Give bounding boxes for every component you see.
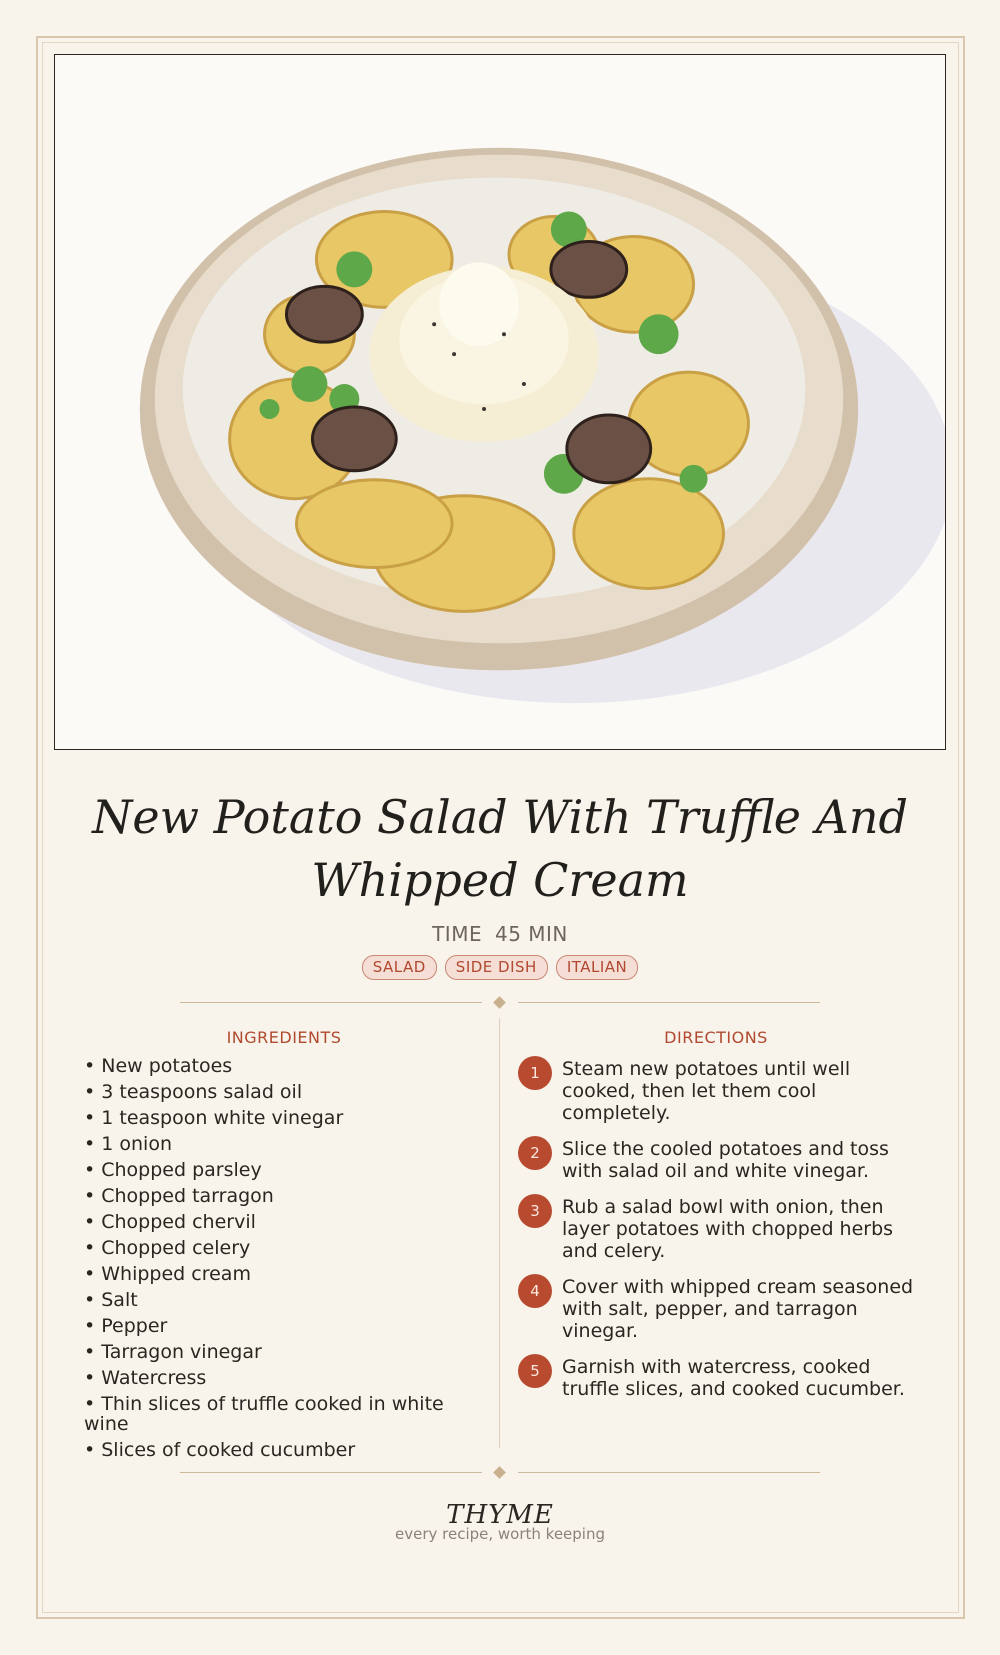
step-text: Slice the cooled potatoes and toss with salad oil and white vinegar. (562, 1138, 889, 1182)
cook-time (0, 922, 1000, 946)
ingredient-item: • Salt (84, 1290, 474, 1310)
step-text: Garnish with watercress, cooked truffle slices, and cooked cucumber. (562, 1356, 905, 1400)
diamond-ornament-icon (493, 996, 506, 1009)
step-number-badge: 1 (518, 1056, 552, 1090)
recipe-photo (54, 54, 946, 750)
diamond-ornament-icon (493, 1466, 506, 1479)
direction-step (518, 1356, 918, 1400)
ingredients-heading: INGREDIENTS (226, 1028, 342, 1047)
ingredient-item: • Pepper (84, 1316, 474, 1336)
direction-step (518, 1276, 918, 1342)
ingredient-item: • Tarragon vinegar (84, 1342, 474, 1362)
step-number-badge: 5 (518, 1354, 552, 1388)
recipe-title: New Potato Salad With Truffle And Whipped Cream (92, 790, 908, 907)
ingredient-item: • 1 onion (84, 1134, 474, 1154)
step-text: Steam new potatoes until well cooked, then let them cool completely. (562, 1058, 851, 1124)
cook-time-label: TIME (432, 922, 483, 946)
ingredient-item: • Chopped chervil (84, 1212, 474, 1232)
ingredient-item: • Slices of cooked cucumber (84, 1440, 474, 1460)
ingredient-item: • Watercress (84, 1368, 474, 1388)
direction-step (518, 1058, 918, 1124)
divider-bottom (180, 1467, 820, 1479)
step-text: Cover with whipped cream seasoned with salt, pepper, and tarragon vinegar. (562, 1276, 914, 1342)
direction-step (518, 1196, 918, 1262)
ingredient-item: • Thin slices of truffle cooked in white wine (84, 1394, 474, 1434)
step-number-badge: 3 (518, 1194, 552, 1228)
direction-step (518, 1138, 918, 1182)
ingredient-item: • Chopped parsley (84, 1160, 474, 1180)
divider-top (180, 997, 820, 1009)
step-number-badge: 4 (518, 1274, 552, 1308)
ingredient-item: • New potatoes (84, 1056, 474, 1076)
ingredient-item: • Whipped cream (84, 1264, 474, 1284)
ingredient-list (84, 1056, 474, 1466)
brand-tagline: every recipe, worth keeping (394, 1525, 605, 1543)
tag-list (0, 955, 1000, 980)
cook-time-value: 45 MIN (494, 922, 568, 946)
ingredient-item: • Chopped tarragon (84, 1186, 474, 1206)
step-text: Rub a salad bowl with onion, then layer potatoes with chopped herbs and celery. (562, 1196, 894, 1262)
column-separator (499, 1018, 500, 1448)
brand-logo: THYME (446, 1500, 554, 1530)
ingredient-item: • Chopped celery (84, 1238, 474, 1258)
tag-italian[interactable]: ITALIAN (556, 955, 638, 980)
tag-side-dish[interactable]: SIDE DISH (445, 955, 548, 980)
ingredient-item: • 1 teaspoon white vinegar (84, 1108, 474, 1128)
direction-list (518, 1058, 918, 1414)
directions-heading: DIRECTIONS (664, 1028, 768, 1047)
tag-salad[interactable]: SALAD (362, 955, 437, 980)
ingredient-item: • 3 teaspoons salad oil (84, 1082, 474, 1102)
step-number-badge: 2 (518, 1136, 552, 1170)
